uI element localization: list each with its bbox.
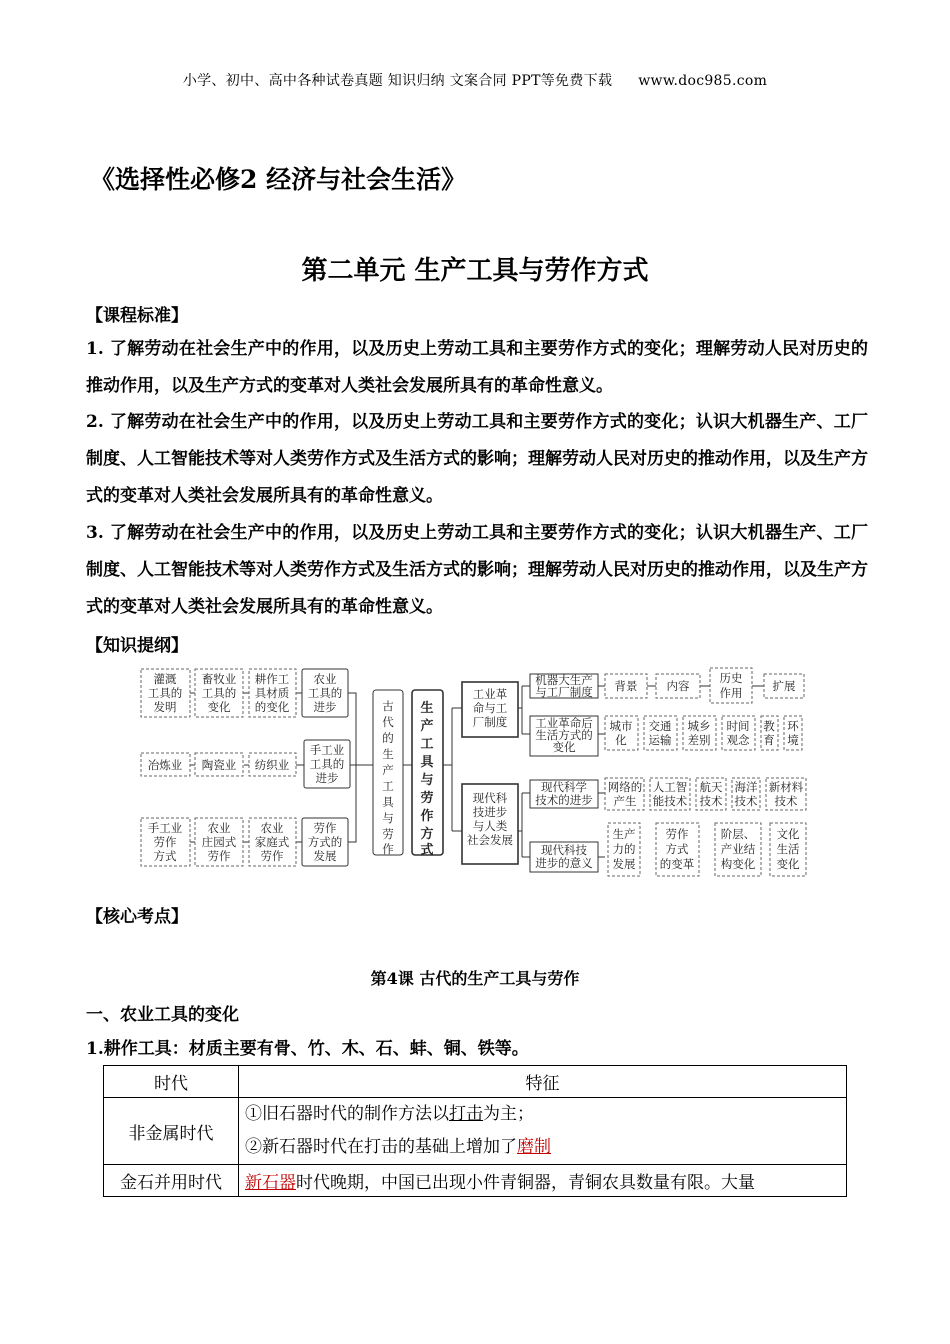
mm-left-r1-0: 灌溉工具的发明 <box>147 672 183 714</box>
mm-life-1: 交通运输 <box>648 719 672 747</box>
knowledge-mindmap <box>0 660 950 880</box>
mm-mid-0: 农业工具的进步 <box>307 672 343 714</box>
mm-chain-2: 历史作用 <box>719 671 743 700</box>
mm-root: 生产工具与劳作方式 <box>420 701 434 858</box>
table-row <box>104 1165 847 1197</box>
standard-item-1: 1. 了解劳动在社会生产中的作用，以及历史上劳动工具和主要劳作方式的变化；理解劳动人民对历史的推动作用，以及生产方式的变革对人类社会发展所具有的革命性意义。 <box>86 339 868 396</box>
mm-right-tech: 现代科技进步与人类社会发展 <box>467 791 513 847</box>
mm-chain-3: 扩展 <box>772 679 796 693</box>
mm-meaning-2: 阶层、产业结构变化 <box>720 827 756 871</box>
mm-right-industrial: 工业革命与工厂制度 <box>472 687 508 729</box>
header-url[interactable]: www.doc985.com <box>638 73 768 89</box>
subsection-heading: 1.耕作工具：材质主要有骨、竹、木、石、蚌、铜、铁等。 <box>86 1039 529 1059</box>
mm-ind-sub-0: 机器大生产与工厂制度 <box>535 673 593 699</box>
table-header-era: 时代 <box>104 1066 239 1098</box>
mm-tech-item-0: 网络的产生 <box>607 780 643 808</box>
mm-meaning-3: 文化生活变化 <box>776 827 800 871</box>
mm-left-r3-1: 农业庄园式劳作 <box>201 821 237 863</box>
mm-tech-sub-1: 现代科技进步的意义 <box>535 843 593 870</box>
mm-life-2: 城乡差别 <box>687 719 711 747</box>
section-heading: 一、农业工具的变化 <box>86 1005 239 1025</box>
era-table <box>103 1065 847 1197</box>
mm-left-r2-1: 陶瓷业 <box>201 758 237 772</box>
lesson-title: 第4课 古代的生产工具与劳作 <box>370 969 580 988</box>
mm-ancient: 古代的生产工具与劳作 <box>382 699 394 856</box>
standard-item-2: 2. 了解劳动在社会生产中的作用，以及历史上劳动工具和主要劳作方式的变化；认识大机器生产、工厂制度、人工智能技术等对人类劳作方式及生活方式的影响；理解劳动人民对历史的推动作用，以及生产方式的变革对人类社会发展所具有的革命性意义。 <box>86 412 868 506</box>
table-cell-era: 非金属时代 <box>104 1098 239 1165</box>
mm-life-5: 环境 <box>787 719 799 747</box>
table-cell-feature: 新石器时代晚期，中国已出现小件青铜器，青铜农具数量有限。大量 <box>239 1165 847 1197</box>
mm-tech-item-3: 海洋技术 <box>734 780 758 808</box>
mm-life-0: 城市化 <box>609 719 633 747</box>
mm-left-r2-2: 纺织业 <box>254 758 290 772</box>
header-text: 小学、初中、高中各种试卷真题 知识归纳 文案合同 PPT等免费下载 <box>182 73 613 89</box>
course-standard-heading: 【课程标准】 <box>86 306 188 326</box>
table-row <box>104 1098 847 1165</box>
mm-tech-item-4: 新材料技术 <box>768 780 804 808</box>
mm-ind-sub-1: 工业革命后生活方式的变化 <box>535 716 593 754</box>
mm-mid-1: 手工业工具的进步 <box>309 743 345 785</box>
mm-tech-item-2: 航天技术 <box>699 780 723 808</box>
page-header <box>0 70 950 90</box>
table-cell-feature: ①旧石器时代的制作方法以打击为主； ②新石器时代在打击的基础上增加了磨制 <box>239 1098 847 1165</box>
table-header-row <box>104 1066 847 1098</box>
outline-heading: 【知识提纲】 <box>86 636 188 656</box>
book-title: 《选择性必修2 经济与社会生活》 <box>90 165 467 194</box>
mm-tech-item-1: 人工智能技术 <box>652 780 688 808</box>
mm-life-4: 教育 <box>763 719 775 747</box>
mm-meaning-1: 劳作方式的变革 <box>659 827 695 871</box>
mm-left-r3-0: 手工业劳作方式 <box>147 821 183 863</box>
mm-left-r1-2: 耕作工具材质的变化 <box>254 672 290 714</box>
table-cell-era: 金石并用时代 <box>104 1165 239 1197</box>
mm-meaning-0: 生产力的发展 <box>612 827 636 871</box>
mm-left-r1-1: 畜牧业工具的变化 <box>201 672 237 714</box>
mm-chain-1: 内容 <box>666 679 690 693</box>
standard-item-3: 3. 了解劳动在社会生产中的作用，以及历史上劳动工具和主要劳作方式的变化；认识大机器生产、工厂制度、人工智能技术等对人类劳作方式及生活方式的影响；理解劳动人民对历史的推动作用，以及生产方式的变革对人类社会发展所具有的革命性意义。 <box>86 523 868 617</box>
unit-title: 第二单元 生产工具与劳作方式 <box>301 256 649 286</box>
mm-chain-0: 背景 <box>614 679 638 693</box>
mm-tech-sub-0: 现代科学技术的进步 <box>535 780 593 807</box>
mm-left-r2-0: 冶炼业 <box>147 758 183 772</box>
mm-left-r3-2: 农业家庭式劳作 <box>254 821 290 863</box>
table-header-feature: 特征 <box>239 1066 847 1098</box>
mm-mid-2: 劳作方式的发展 <box>307 821 343 863</box>
core-heading: 【核心考点】 <box>86 907 188 927</box>
mm-life-3: 时间观念 <box>726 719 750 747</box>
